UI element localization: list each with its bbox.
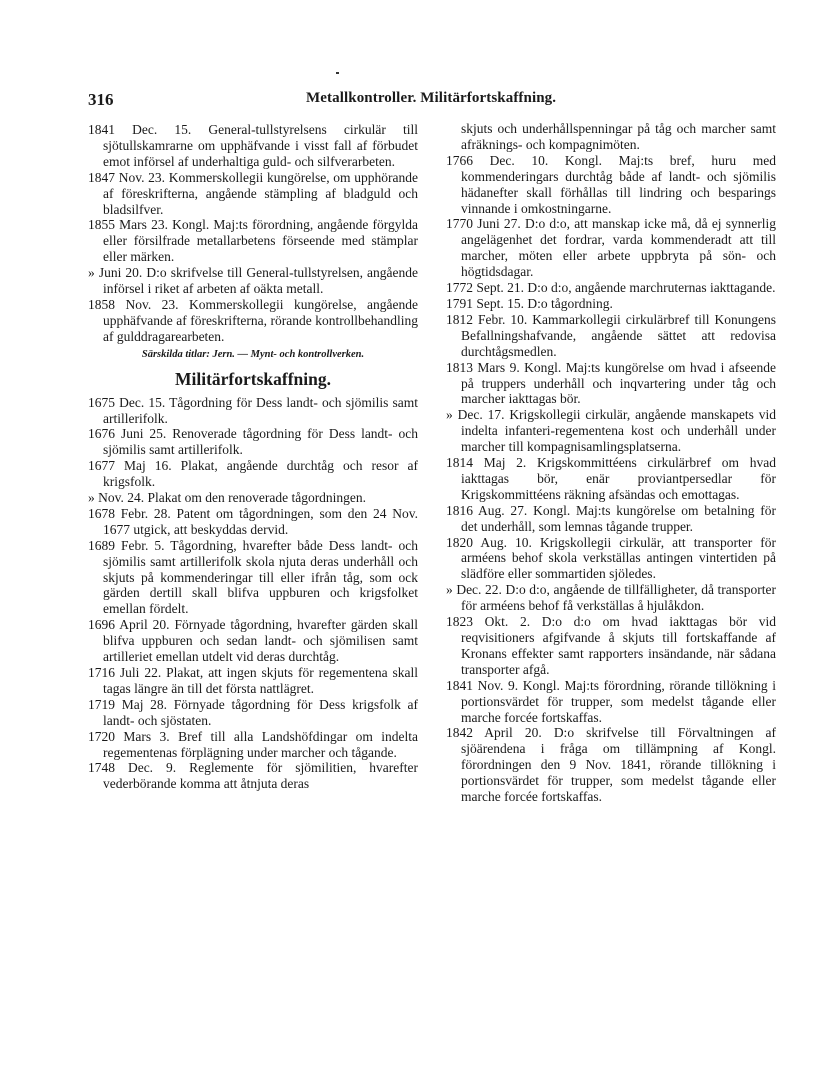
entry-text: General-tullstyrelsens cirkulär till sjötullskamrarne om upphäfvande i visst fall af förbudet emot införsel af underhaltiga guld- och silfverarbeten. — [103, 122, 419, 169]
entry — [88, 729, 418, 761]
entry-text: Krigskommittéens cirkulärbref om hvad iakttagas bör, enär proviantpersedlar för Krigskommittéens räkning afsändas och emottagas. — [461, 455, 776, 502]
metal-control-entries — [88, 122, 418, 345]
entry-date: 1676 Juni 25. — [88, 426, 167, 442]
entry-text: Kongl. Maj:ts kungörelse om betalning för det underhåll, som lemnas tågande trupper. — [461, 502, 777, 534]
entry-text: Kongl. Maj:ts kungörelse om hvad i afseende på truppers underhåll och inqvartering under tåg och marcher iakttagas bör. — [461, 359, 776, 407]
entry-text: D:o tågordning. — [527, 295, 613, 311]
entry-text: Tågordning, hvarefter både Dess landt- och sjömilis samt artillerifolk skola njuta deras underhåll och skjuts på kommenderingar till eller ifrån tåg, som ock gärden dertill skall blifva uppburen och krigsfolket emellan fördelt. — [103, 537, 418, 617]
running-head — [88, 90, 794, 114]
entry-text: D:o d:o, angående marchruternas iakttagande. — [527, 280, 776, 296]
entry-date: 1791 Sept. 15. — [446, 295, 525, 311]
entry-text: Tågordning för Dess landt- och sjömilis samt artillerifolk. — [103, 394, 418, 426]
entry — [446, 153, 776, 217]
entry-text: D:o d:o, att manskap icke må, då ej synnerlig angelägenhet det fordrar, varda kommenderadt att till marcher, möten eller arbete uppbryta på sön- och högtidsdagar. — [461, 216, 777, 280]
entry — [446, 280, 776, 296]
entry — [446, 678, 776, 726]
entry-date: 1813 Mars 9. — [446, 359, 520, 375]
entry-text: Kongl. Maj:ts förordning, rörande tillökning i portionsvärdet för trupper, som medelst tågande eller marche forcée fortskaffas. — [461, 677, 777, 725]
see-also-line: Särskilda titlar: Jern. — Mynt- och kontrollverken. — [141, 348, 365, 360]
entry — [446, 312, 776, 360]
entry — [88, 395, 418, 427]
entry-text: Kongl. Maj:ts bref, huru med kommenderingars durchtåg både af landt- och sjömilis hädanefter skall förhållas till lindring och besparings vinnande i omkostningarne. — [461, 152, 777, 216]
entry — [446, 407, 776, 455]
entry — [88, 697, 418, 729]
entry — [88, 217, 418, 265]
section-heading: Militärfortskaffning. — [174, 368, 332, 389]
military-transport-entries — [88, 395, 418, 793]
entry — [446, 503, 776, 535]
entry — [446, 582, 776, 614]
entry-date: 1812 Febr. 10. — [446, 311, 528, 327]
entry-text: Patent om tågordningen, som den 24 Nov. 1677 utgick, att beskyddas dervid. — [103, 505, 418, 537]
entry-text: D:o skrifvelse till General-tullstyrelsen, angående införsel i riket af arbeten af oäkta metall. — [103, 265, 418, 297]
entry — [446, 614, 776, 678]
entry-text: Kongl. Maj:ts förordning, angående förgylda eller försilfrade metallarbetens förseende med stämplar eller märken. — [103, 217, 419, 265]
entry-text: Plakat om den renoverade tågordningen. — [147, 490, 367, 506]
right-column — [446, 121, 776, 805]
entry-date: 1689 Febr. 5. — [88, 537, 165, 553]
continuation-text: skjuts och underhållspenningar på tåg och marcher samt afräknings- och kompagnimöten. — [461, 121, 776, 152]
entry — [88, 490, 418, 506]
entry-date: 1816 Aug. 27. — [446, 502, 528, 518]
entry-date: 1770 Juni 27. — [446, 216, 521, 232]
entry-text: D:o d:o, angående de tillfälligheter, då transporter för arméens behof få verkställas å hjulåkdon. — [461, 582, 777, 614]
entry-text: Förnyade tågordning, hvarefter gärden skall blifva uppburen och sedan landt- och sjömilisen samt artilleriet emellan utdelt vid deras durchtåg. — [103, 617, 418, 665]
entry — [88, 538, 418, 618]
entry-date: 1858 Nov. 23. — [88, 296, 179, 312]
entry — [88, 122, 418, 170]
entry-date: 1766 Dec. 10. — [446, 152, 549, 168]
entry — [88, 760, 418, 792]
entry — [88, 617, 418, 665]
entry-date: 1677 Maj 16. — [88, 458, 172, 474]
entry — [446, 535, 776, 583]
military-transport-entries-cont — [446, 153, 776, 805]
entry-date: 1748 Dec. 9. — [88, 760, 177, 776]
entry-date: » Nov. 24. — [88, 490, 145, 506]
print-speck — [336, 72, 339, 74]
entry-date: 1696 April 20. — [88, 617, 170, 633]
entry-date: 1823 Okt. 2. — [446, 614, 531, 630]
entry-date: 1847 Nov. 23. — [88, 169, 166, 185]
entry — [446, 216, 776, 280]
left-column — [88, 122, 418, 792]
entry-text: Krigskollegii cirkulär, angående manskapets vid indelta infanteri-regementena kost och underhåll under marcher till kompagnisamlingsplatserna. — [461, 407, 776, 455]
entry-text: Plakat, angående durchtåg och resor af krigsfolk. — [103, 458, 419, 490]
entry-text: Reglemente för sjömilitien, hvarefter vederbörande komma att åtnjuta deras — [103, 760, 419, 792]
entry-date: » Dec. 17. — [446, 407, 505, 423]
running-title: Metallkontroller. Militärfortskaffning. — [306, 90, 557, 106]
entry-date: 1678 Febr. 28. — [88, 505, 171, 521]
entry-date: 1842 April 20. — [446, 725, 542, 741]
entry-date: 1855 Mars 23. — [88, 217, 168, 233]
entry — [446, 296, 776, 312]
entry — [446, 455, 776, 503]
entry — [88, 665, 418, 697]
entry-date: » Juni 20. — [88, 265, 143, 281]
entry-text: Kommerskollegii kungörelse, angående upphäfvande af föreskrifterna, rörande kontrollbehandling af gulddragarearbeten. — [103, 296, 418, 344]
entry-text: Bref till alla Landshöfdingar om indelta regementenas förplägning under marcher och tågande. — [103, 728, 418, 760]
entry-date: 1720 Mars 3. — [88, 728, 170, 744]
entry-date: 1814 Maj 2. — [446, 455, 527, 471]
entry — [88, 297, 418, 345]
entry-date: 1675 Dec. 15. — [88, 394, 166, 410]
entry-text: Kommerskollegii kungörelse, om upphörande af föreskrifterna, angående stämpling af bladguld och bladsilfver. — [103, 169, 419, 217]
entry-text: Plakat, att ingen skjuts för regementena skall tagas längre än till det första nattlägret. — [103, 665, 418, 696]
entry-text: D:o skrifvelse till Förvaltningen af sjöärendena i fråga om tillämpning af Kongl. förordningen den 9 Nov. 1841, rörande tillökning i portionsvärdet för trupper, som medelst tågande eller marche forcée fortskaffas. — [461, 725, 776, 805]
entry — [88, 170, 418, 218]
entry-date: » Dec. 22. — [446, 582, 502, 598]
entry — [88, 265, 418, 297]
entry-date: 1820 Aug. 10. — [446, 534, 532, 550]
entry — [88, 426, 418, 458]
entry-date: 1719 Maj 28. — [88, 696, 168, 712]
entry-date: 1772 Sept. 21. — [446, 280, 525, 296]
entry — [88, 506, 418, 538]
entry — [446, 360, 776, 408]
entry-text: Renoverade tågordning för Dess landt- och sjömilis samt artillerifolk. — [103, 426, 419, 458]
entry-text: Förnyade tågordning för Dess krigsfolk af landt- och sjöstaten. — [103, 696, 419, 728]
entry-date: 1716 Juli 22. — [88, 665, 162, 680]
entry — [446, 725, 776, 805]
entry-date: 1841 Dec. 15. — [88, 122, 192, 137]
entry-date: 1841 Nov. 9. — [446, 677, 519, 693]
page-number: 316 — [88, 90, 114, 109]
entry-text: Krigskollegii cirkulär, att transporter för arméens behof skola verkställas antingen vintertiden på slädföre eller sommartiden sjöledes. — [461, 534, 777, 582]
entry-text: Kammarkollegii cirkulärbref till Konungens Befallningshafvande, angående sättet att redovisa durchtågsmedlen. — [461, 311, 777, 359]
entry-text: D:o d:o om hvad iakttagas bör vid reqvisitioners afgifvande å skjuts till fortskaffande af Kronans effekter samt rapporters insändande, när sådana transporter afgå. — [461, 614, 776, 677]
entry — [88, 458, 418, 490]
